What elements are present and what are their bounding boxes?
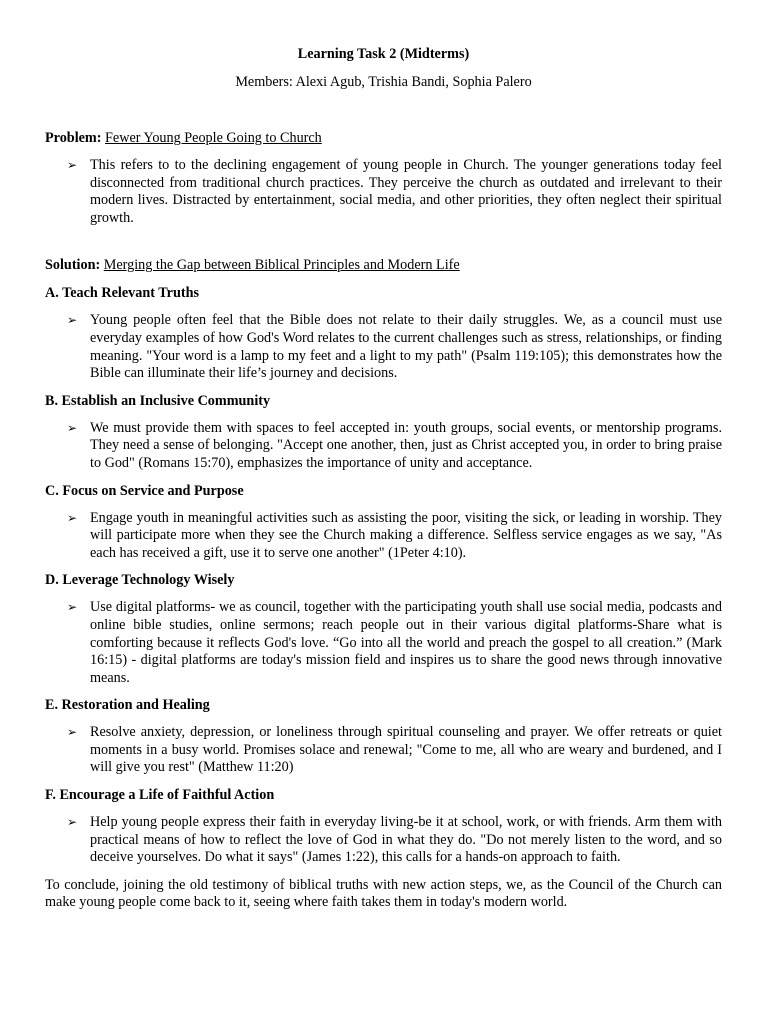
section-bullet-d [45, 599, 722, 687]
solution-heading [45, 255, 722, 275]
problem-topic: Fewer Young People Going to Church [105, 130, 322, 146]
arrowhead-bullet-icon: ➢ [67, 725, 78, 740]
arrowhead-bullet-icon: ➢ [67, 510, 78, 525]
section-heading-c: C. Focus on Service and Purpose [45, 482, 244, 499]
section-heading-f: F. Encourage a Life of Faithful Action [45, 787, 275, 804]
problem-bullet [45, 157, 722, 227]
conclusion-paragraph: To conclude, joining the old testimony of biblical truths with new action steps, we, as the Council of the Church can make young people come back to it, seeing where faith takes them in today's modern world. [45, 876, 722, 911]
section-bullet-f [45, 814, 722, 867]
section-heading-d: D. Leverage Technology Wisely [45, 572, 235, 589]
section-bullet-e [45, 724, 722, 777]
section-bullet-b [45, 420, 722, 473]
section-text-c: Engage youth in meaningful activities such as assisting the poor, visiting the sick, or leading in worship. They will participate more when they see the Church making a difference. Selfless service engages as we say, "As each has received a gift, use it to serve one another" (1Peter 4:10). [90, 509, 722, 561]
problem-text: This refers to to the declining engagement of young people in Church. The younger generations today feel disconnected from traditional church practices. They perceive the church as outdated and irrelevant to their modern lives. Distracted by entertainment, social media, and other priorities, they often neglect their spiritual growth. [90, 157, 722, 226]
section-text-f: Help young people express their faith in everyday living-be it at school, work, or with friends. Arm them with practical means of how to reflect the love of God in what they do. "Do not merely listen to the word, and so deceive yourselves. Do what it says" (James 1:22), this calls for a hands-on approach to faith. [90, 814, 722, 866]
section-heading-e: E. Restoration and Healing [45, 697, 210, 714]
arrowhead-bullet-icon: ➢ [67, 600, 78, 615]
document-title: Learning Task 2 (Midterms) [297, 46, 470, 62]
solution-label: Solution: [45, 257, 101, 274]
section-heading-a: A. Teach Relevant Truths [45, 285, 199, 302]
section-text-e: Resolve anxiety, depression, or loneliness through spiritual counseling and prayer. We offer retreats or quiet moments in a busy world. Promises solace and renewal; "Come to me, all who are weary and burdened, and I will give you rest" (Matthew 11:20) [90, 724, 722, 776]
section-text-a: Young people often feel that the Bible does not relate to their daily struggles. We, as a council must use everyday examples of how God's Word relates to the current challenges such as stress, relationships, or finding meaning. "Your word is a lamp to my feet and a light to my path" (Psalm 119:105); this demonstrates how the Bible can illuminate their life’s journey and decisions. [90, 312, 722, 382]
section-text-d: Use digital platforms- we as council, together with the participating youth shall use social media, podcasts and online bible studies, online sermons; reach people out in their various digital platforms-Share what is comforting because it reflects God's love. “Go into all the world and preach the gospel to all creation.” (Mark 16:15) - digital platforms are today's mission field and inspires us to share the good news through innovative means. [90, 599, 722, 686]
section-bullet-c [45, 510, 722, 563]
arrowhead-bullet-icon: ➢ [67, 158, 78, 172]
solution-topic: Merging the Gap between Biblical Principles and Modern Life [103, 257, 460, 274]
section-heading-b: B. Establish an Inclusive Community [45, 392, 271, 409]
document-page [45, 44, 722, 912]
members-line: Members: Alexi Agub, Trishia Bandi, Sophia Palero [235, 74, 532, 90]
arrowhead-bullet-icon: ➢ [67, 815, 78, 830]
section-text-b: We must provide them with spaces to feel accepted in: youth groups, social events, or mentorship programs. They need a sense of belonging. "Accept one another, then, just as Christ accepted you, in order to bring praise to God" (Romans 15:70), emphasizes the importance of unity and acceptance. [90, 419, 722, 471]
section-bullet-a [45, 312, 722, 382]
problem-label: Problem: [45, 130, 102, 146]
arrowhead-bullet-icon: ➢ [67, 313, 78, 328]
problem-heading [45, 128, 722, 148]
arrowhead-bullet-icon: ➢ [67, 420, 78, 435]
